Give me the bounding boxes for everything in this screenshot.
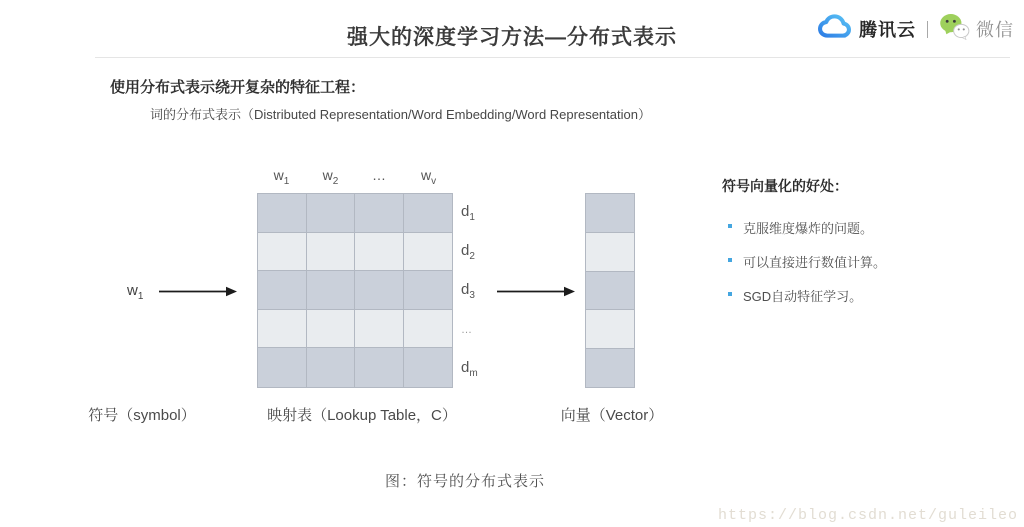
- arrow-symbol-to-table: [158, 285, 238, 298]
- symbol-subscript: 1: [137, 291, 144, 302]
- bullet-dot-icon: [728, 292, 732, 296]
- matrix-cell: [355, 271, 404, 310]
- benefit-text: 克服维度爆炸的问题。: [743, 221, 874, 236]
- benefit-text: 可以直接进行数值计算。: [743, 255, 887, 270]
- matrix-cell: [307, 194, 356, 233]
- section-subheading: 词的分布式表示（Distributed Representation/Word Embedding/Word Representation）: [150, 107, 651, 122]
- benefits-heading: 符号向量化的好处：: [722, 178, 848, 194]
- row-label: [461, 271, 501, 310]
- matrix-cell: [307, 271, 356, 310]
- benefits-panel: [722, 176, 1012, 320]
- row-label-text: $d_2$: [461, 241, 475, 262]
- matrix-cell: [258, 271, 307, 310]
- row-label-text: $d_m$: [461, 358, 478, 379]
- benefit-item: [722, 252, 1012, 271]
- matrix-cell: [307, 348, 356, 387]
- matrix-cell: [355, 310, 404, 349]
- symbol-w1-label: [127, 282, 143, 302]
- benefit-item: [722, 286, 1012, 305]
- section-heading: 使用分布式表示绕开复杂的特征工程：: [110, 79, 366, 96]
- tencent-cloud-wordmark: 腾讯云: [859, 20, 916, 40]
- matrix-cell: [404, 233, 453, 272]
- brand-area: [816, 13, 1014, 45]
- row-label: [461, 193, 501, 232]
- matrix-column-headers: [257, 167, 453, 187]
- figure-caption: 图：符号的分布式表示: [385, 473, 546, 490]
- column-header: $w_1$: [273, 167, 290, 187]
- row-label: [461, 310, 501, 349]
- arrow-table-to-vector: [496, 285, 576, 298]
- matrix-cell: [307, 233, 356, 272]
- column-header: $w_v$: [420, 167, 437, 187]
- vector-column: [585, 193, 635, 388]
- header-divider: [95, 57, 1010, 58]
- matrix-cell: [355, 194, 404, 233]
- vector-cell: [586, 233, 634, 272]
- caption-symbol: 符号（symbol）: [88, 407, 196, 424]
- matrix-cell: [355, 348, 404, 387]
- matrix-cell: [404, 194, 453, 233]
- column-header: $w_2$: [322, 167, 339, 187]
- matrix-cell: [307, 310, 356, 349]
- row-label-text: $d_3$: [461, 280, 475, 301]
- tencent-cloud-icon: [816, 13, 853, 45]
- lookup-table-matrix: [257, 193, 453, 388]
- matrix-cell: [404, 310, 453, 349]
- wechat-icon: [939, 13, 970, 45]
- matrix-cell: [404, 348, 453, 387]
- brand-separator: [927, 21, 928, 38]
- matrix-cell: [258, 348, 307, 387]
- vector-cell: [586, 310, 634, 349]
- row-label-text: …: [461, 323, 473, 336]
- row-label: [461, 232, 501, 271]
- matrix-cell: [258, 233, 307, 272]
- caption-vector: 向量（Vector）: [560, 407, 664, 424]
- vector-cell: [586, 194, 634, 233]
- row-label: [461, 349, 501, 388]
- matrix-row-labels: [461, 193, 501, 388]
- wechat-wordmark: 微信: [976, 20, 1014, 40]
- symbol-base: w: [127, 282, 138, 299]
- matrix-cell: [404, 271, 453, 310]
- bullet-dot-icon: [728, 258, 732, 262]
- row-label-text: $d_1$: [461, 202, 475, 223]
- vector-cell: [586, 349, 634, 387]
- benefit-text: SGD自动特征学习。: [743, 289, 863, 304]
- matrix-cell: [258, 310, 307, 349]
- benefit-item: [722, 218, 1012, 237]
- vector-cell: [586, 272, 634, 311]
- caption-lookup-table: 映射表（Lookup Table，C）: [267, 407, 457, 424]
- matrix-cell: [355, 233, 404, 272]
- page-title: 强大的深度学习方法—分布式表示: [347, 26, 677, 49]
- watermark-url: https://blog.csdn.net/guleileo: [717, 507, 1018, 524]
- column-header: …: [372, 167, 387, 183]
- matrix-cell: [258, 194, 307, 233]
- bullet-dot-icon: [728, 224, 732, 228]
